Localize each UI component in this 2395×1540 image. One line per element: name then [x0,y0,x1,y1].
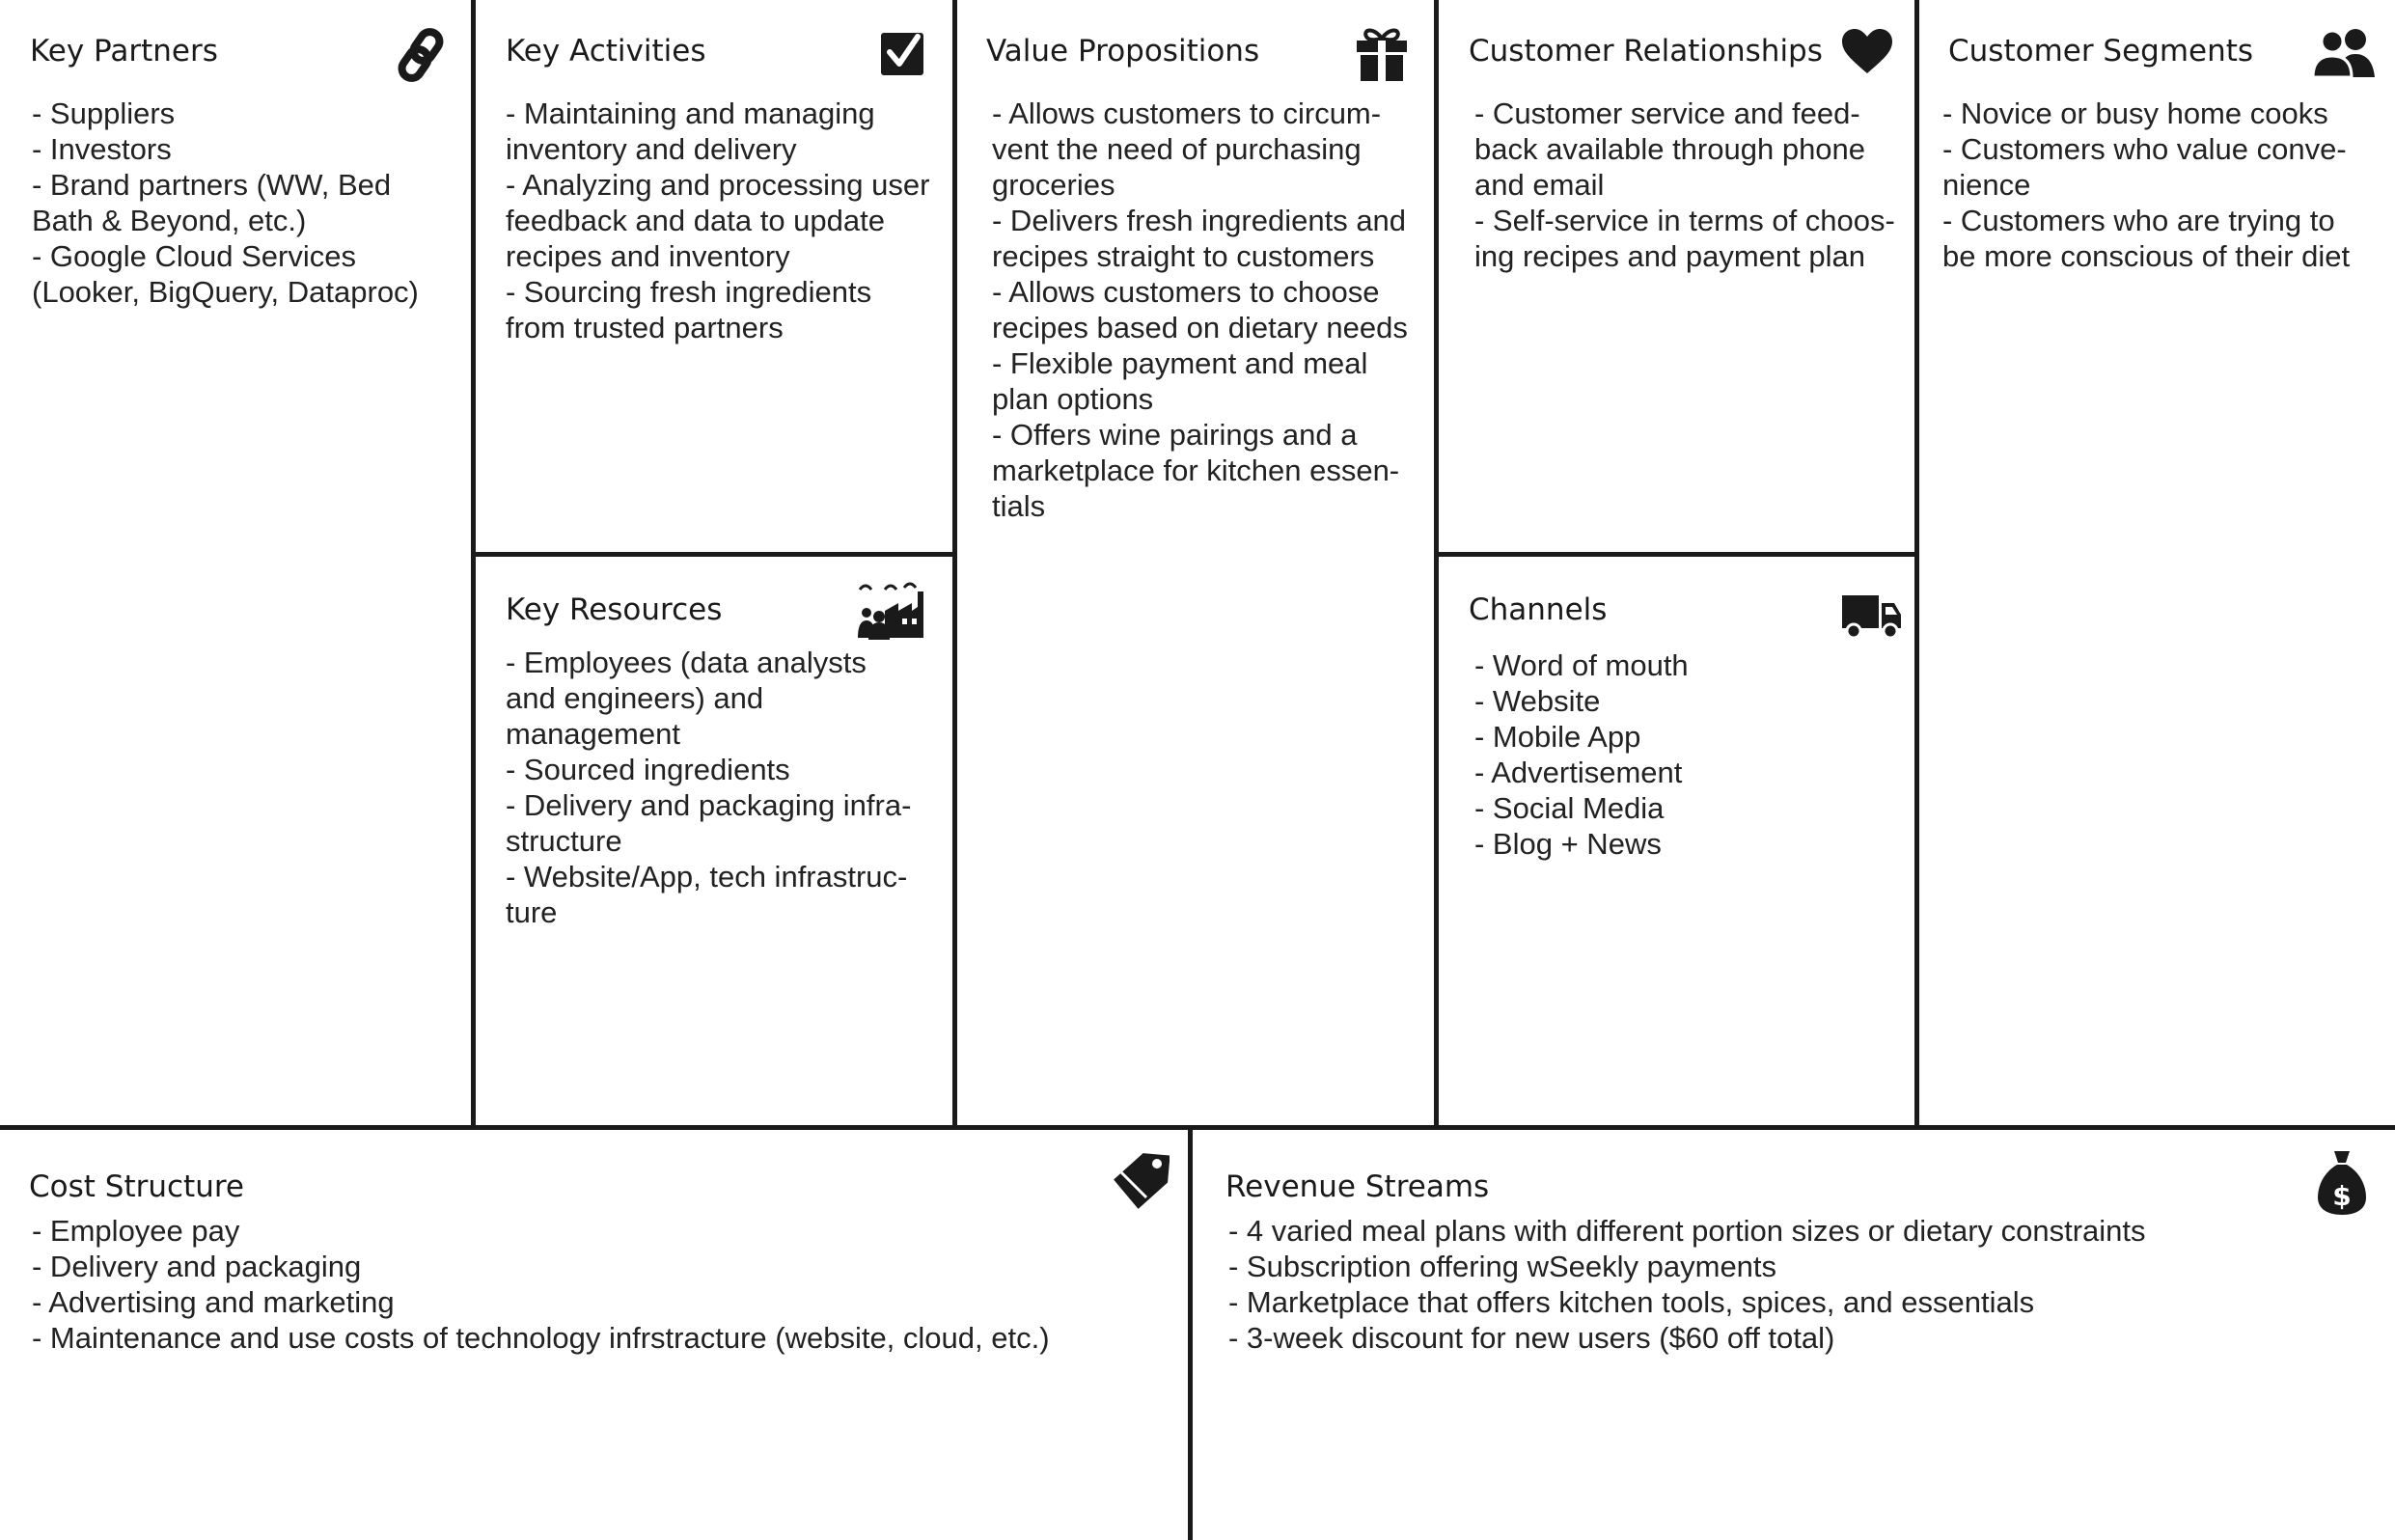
list-item: - Maintenance and use costs of technology infrstracture (website, cloud, etc.) [32,1321,1050,1355]
block-title: Value Propositions [986,34,1260,69]
factory-people-icon [856,582,927,642]
list-item: - Maintaining and managing inventory and delivery [506,96,875,166]
list-item: - Social Media [1474,791,1665,825]
list-item: - Flexible payment and meal plan options [992,346,1368,416]
list-item: - Advertising and marketing [32,1285,395,1319]
list-item: - Investors [32,132,172,166]
cost-structure-list [32,1213,1142,1356]
customer-segments-list [1942,96,2367,274]
key-partners-block [0,0,471,1125]
list-item: - Brand partners (WW, Bed Bath & Beyond, etc.) [32,168,392,237]
list-item: - Delivery and packaging infra-structure [506,788,912,858]
key-resources-list [506,645,921,930]
list-item: - Novice or busy home cooks [1942,96,2328,130]
customer-relationships-list [1474,96,1899,274]
value-propositions-block [957,0,1434,1125]
revenue-streams-list [1228,1213,2338,1356]
block-title: Channels [1469,592,1608,627]
list-item: - Marketplace that offers kitchen tools, spices, and essentials [1228,1285,2035,1319]
list-item: - Delivery and packaging [32,1250,362,1283]
list-item: - Self-service in terms of choos-ing recipes and payment plan [1474,204,1895,273]
list-item: - 3-week discount for new users ($60 off total) [1228,1321,1835,1355]
list-item: - Customers who are trying to be more conscious of their diet [1942,204,2351,273]
checkbox-icon [881,29,925,77]
heart-icon [1842,29,1892,75]
cost-structure-block [0,1130,1188,1540]
list-item: - Mobile App [1474,720,1641,754]
key-resources-block [476,557,952,1125]
list-item: - 4 varied meal plans with different portion sizes or dietary constraints [1228,1214,2146,1248]
truck-icon [1842,595,1902,640]
list-item: - Employees (data analysts and engineers) and management [506,646,867,751]
list-item: - Employee pay [32,1214,240,1248]
list-item: - Subscription offering wSeekly payments [1228,1250,1777,1283]
list-item: - Word of mouth [1474,648,1689,682]
list-item: - Allows customers to choose recipes based on dietary needs [992,275,1408,344]
gift-icon [1357,25,1407,81]
key-partners-list [32,96,437,310]
money-bag-icon [2318,1151,2366,1215]
block-title: Key Activities [506,34,706,69]
list-item: - Sourcing fresh ingredients from trusted partners [506,275,872,344]
list-item: - Delivers fresh ingredients and recipes straight to customers [992,204,1407,273]
list-item: - Allows customers to circum-vent the need of purchasing groceries [992,96,1382,202]
value-propositions-list [992,96,1417,524]
list-item: - Offers wine pairings and a marketplace for kitchen essen-tials [992,418,1400,523]
block-title: Key Resources [506,592,723,627]
channels-list [1474,647,1880,862]
list-item: - Blog + News [1474,827,1662,861]
revenue-streams-block [1193,1130,2395,1540]
customer-relationships-block [1439,0,1914,552]
list-item: - Suppliers [32,96,176,130]
list-item: - Website/App, tech infrastruc-ture [506,860,908,929]
block-title: Revenue Streams [1225,1169,1490,1204]
people-icon [2311,27,2377,77]
list-item: - Sourced ingredients [506,753,790,786]
block-title: Key Partners [30,34,218,69]
list-item: - Customer service and feed-back available through phone and email [1474,96,1866,202]
list-item: - Google Cloud Services (Looker, BigQuery, Dataproc) [32,239,419,309]
block-title: Customer Segments [1948,34,2254,69]
block-title: Customer Relationships [1469,34,1823,69]
key-activities-list [506,96,930,345]
channels-block [1439,557,1914,1125]
link-icon [396,25,450,85]
list-item: - Analyzing and processing user feedback and data to update recipes and inventory [506,168,930,273]
customer-segments-block [1919,0,2395,1125]
block-title: Cost Structure [29,1169,244,1204]
list-item: - Website [1474,684,1601,718]
list-item: - Customers who value conve-nience [1942,132,2347,202]
list-item: - Advertisement [1474,756,1683,789]
key-activities-block [476,0,952,552]
svg-text:$: $ [2332,1180,2352,1212]
price-tag-icon [1114,1151,1170,1213]
